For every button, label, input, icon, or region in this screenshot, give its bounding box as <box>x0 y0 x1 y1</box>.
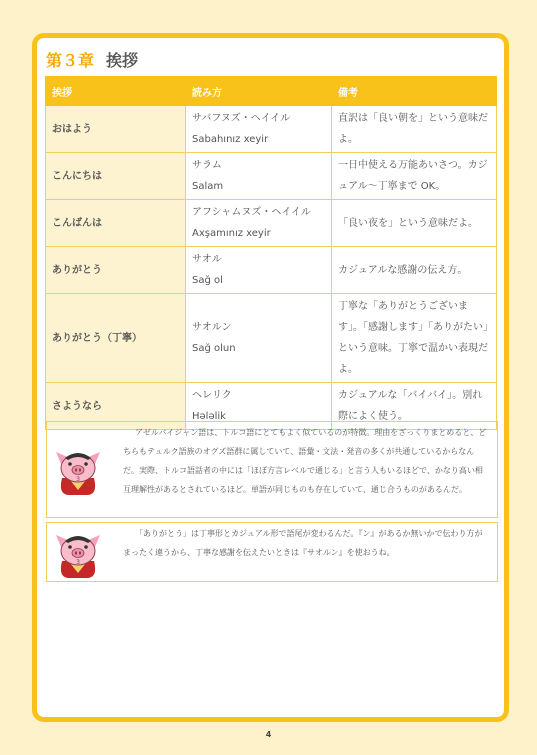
reading-kana: サオル <box>192 254 222 265</box>
greetings-table <box>45 76 497 430</box>
reading-kana: ヘレリク <box>192 390 232 401</box>
note-text: アゼルバイジャン語は、トルコ語にとてもよく似ているのが特徴。理由をざっくりまとめると、どちらもテュルク語族のオグズ語群に属していて、語彙・文法・発音の多くが共通しているからなんだ。実際、トルコ語話者の中には「ほぼ方言レベルで通じる」と言う人もいるほどで、かなり高い相互理解性があるとされているほど。単語が同じものも存在していて、通じ合うものがあるんだ。 <box>123 428 487 494</box>
greeting-note: 直訳は「良い朝を」という意味だよ。 <box>332 106 497 153</box>
svg-text:3: 3 <box>76 559 80 566</box>
greeting-japanese: こんばんは <box>46 200 186 247</box>
reading-latin: Axşamınız xeyir <box>192 228 271 239</box>
greeting-note: 一日中使える万能あいさつ。カジュアル〜丁寧まで OK。 <box>332 153 497 200</box>
reading-kana: サラム <box>192 160 222 171</box>
chapter-number: 第３章 <box>46 51 95 70</box>
column-header-notes: 備考 <box>332 77 497 106</box>
reading-latin: Hələlik <box>192 411 226 422</box>
chapter-title: 挨拶 <box>106 51 139 70</box>
column-header-reading: 読み方 <box>186 77 332 106</box>
table-row <box>46 294 497 383</box>
greeting-note: 丁寧な「ありがとうございます」。「感謝します」「ありがたい」という意味。丁寧で温かい表現だよ。 <box>332 294 497 383</box>
note-text: 「ありがとう」は丁寧形とカジュアル形で語尾が変わるんだ。『ン』があるか無いかで伝わり方がまったく違うから、丁寧な感謝を伝えたいときは『サオルン』を使おうね。 <box>123 529 483 557</box>
pig-mascot-icon <box>54 446 102 496</box>
greeting-japanese: ありがとう（丁寧） <box>46 294 186 383</box>
greeting-reading <box>186 247 332 294</box>
reading-latin: Sağ olun <box>192 343 236 354</box>
greeting-japanese: おはよう <box>46 106 186 153</box>
greeting-reading <box>186 153 332 200</box>
greeting-japanese: こんにちは <box>46 153 186 200</box>
table-row <box>46 106 497 153</box>
reading-latin: Sağ ol <box>192 275 223 286</box>
table-row <box>46 247 497 294</box>
reading-kana: アフシャムヌズ・ヘイイル <box>192 207 311 218</box>
greeting-note: カジュアルな感謝の伝え方。 <box>332 247 497 294</box>
reading-kana: サオルン <box>192 322 232 333</box>
greeting-reading <box>186 294 332 383</box>
greeting-reading <box>186 106 332 153</box>
greeting-japanese: さようなら <box>46 383 186 430</box>
info-note-box <box>46 522 498 582</box>
reading-latin: Sabahınız xeyir <box>192 134 269 145</box>
greeting-note: 「良い夜を」という意味だよ。 <box>332 200 497 247</box>
table-row <box>46 153 497 200</box>
info-note-box <box>46 421 498 518</box>
greeting-note: カジュアルな「バイバイ」。別れ際によく使う。 <box>332 383 497 430</box>
page-number: 4 <box>265 730 272 739</box>
reading-latin: Salam <box>192 181 224 192</box>
chapter-heading <box>46 48 138 71</box>
page-frame <box>32 33 509 722</box>
column-header-greeting: 挨拶 <box>46 77 186 106</box>
table-row <box>46 200 497 247</box>
reading-kana: サバフヌズ・ヘイイル <box>192 113 291 124</box>
svg-text:3: 3 <box>76 476 80 483</box>
greeting-reading <box>186 200 332 247</box>
pig-mascot-icon <box>54 529 102 579</box>
greeting-japanese: ありがとう <box>46 247 186 294</box>
table-header-row <box>46 77 497 106</box>
